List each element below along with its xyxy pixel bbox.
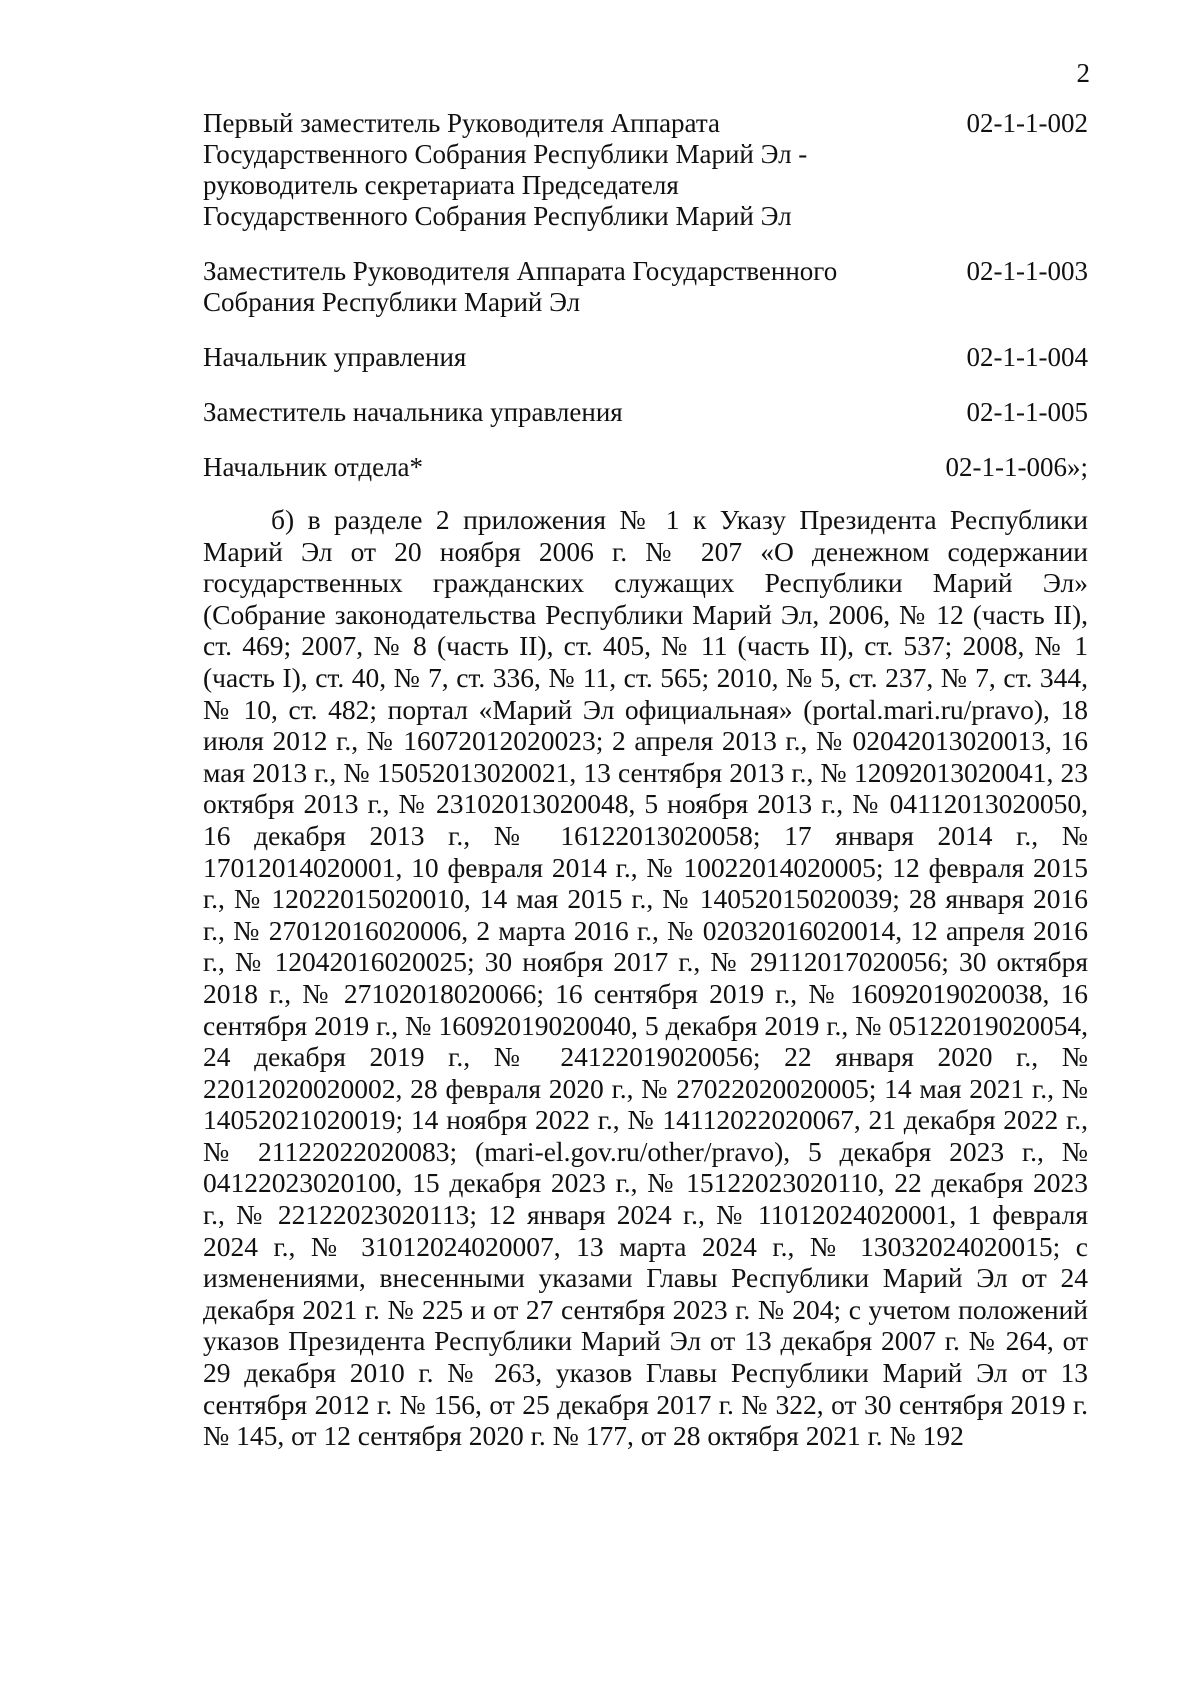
position-code: 02-1-1-003 xyxy=(966,256,1088,286)
position-title: Заместитель начальника управления xyxy=(203,397,623,427)
position-code: 02-1-1-006»; xyxy=(945,452,1088,482)
position-code: 02-1-1-004 xyxy=(966,342,1088,372)
position-title: Первый заместитель Руководителя Аппарата Государственного Собрания Республики Марий Эл - руководитель секретариата Председателя Государственного Собрания Республики Марий Эл xyxy=(203,108,808,231)
position-row xyxy=(203,397,1088,428)
position-code: 02-1-1-002 xyxy=(966,108,1088,138)
page-number: 2 xyxy=(1076,58,1090,88)
position-row xyxy=(203,452,1088,483)
position-title: Начальник отдела* xyxy=(203,452,424,482)
position-title: Начальник управления xyxy=(203,342,467,372)
position-row xyxy=(203,342,1088,373)
position-code: 02-1-1-005 xyxy=(966,397,1088,427)
position-row xyxy=(203,256,1088,318)
body-paragraph: б) в разделе 2 приложения № 1 к Указу Президента Республики Марий Эл от 20 ноября 2006 г. № 207 «О денежном содержании государственных гражданских служащих Республики Марий Эл» (Собрание законодательства Республики Марий Эл, 2006, № 12 (часть II), ст. 469; 2007, № 8 (часть II), ст. 405, № 11 (часть II), ст. 537; 2008, № 1 (часть I), ст. 40, № 7, ст. 336, № 11, ст. 565; 2010, № 5, ст. 237, № 7, ст. 344, № 10, ст. 482; портал «Марий Эл официальная» (portal.mari.ru/pravo), 18 июля 2012 г., № 16072012020023; 2 апреля 2013 г., № 02042013020013, 16 мая 2013 г., № 15052013020021, 13 сентября 2013 г., № 12092013020041, 23 октября 2013 г., № 23102013020048, 5 ноября 2013 г., № 04112013020050, 16 декабря 2013 г., № 16122013020058; 17 января 2014 г., № 17012014020001, 10 февраля 2014 г., № 10022014020005; 12 февраля 2015 г., № 12022015020010, 14 мая 2015 г., № 14052015020039; 28 января 2016 г., № 27012016020006, 2 марта 2016 г., № 02032016020014, 12 апреля 2016 г., № 12042016020025; 30 ноября 2017 г., № 29112017020056; 30 октября 2018 г., № 27102018020066; 16 сентября 2019 г., № 16092019020038, 16 сентября 2019 г., № 16092019020040, 5 декабря 2019 г., № 05122019020054, 24 декабря 2019 г., № 24122019020056; 22 января 2020 г., № 22012020020002, 28 февраля 2020 г., № 27022020020005; 14 мая 2021 г., № 14052021020019; 14 ноября 2022 г., № 14112022020067, 21 декабря 2022 г., № 21122022020083; (mari-el.gov.ru/other/pravo), 5 декабря 2023 г., № 04122023020100, 15 декабря 2023 г., № 15122023020110, 22 декабря 2023 г., № 22122023020113; 12 января 2024 г., № 11012024020001, 1 февраля 2024 г., № 31012024020007, 13 марта 2024 г., № 13032024020015; с изменениями, внесенными указами Главы Республики Марий Эл от 24 декабря 2021 г. № 225 и от 27 сентября 2023 г. № 204; с учетом положений указов Президента Республики Марий Эл от 13 декабря 2007 г. № 264, от 29 декабря 2010 г. № 263, указов Главы Республики Марий Эл от 13 сентября 2012 г. № 156, от 25 декабря 2017 г. № 322, от 30 сентября 2019 г. № 145, от 12 сентября 2020 г. № 177, от 28 октября 2021 г. № 192 xyxy=(203,504,1088,1452)
positions-list xyxy=(203,108,1088,507)
position-title: Заместитель Руководителя Аппарата Государственного Собрания Республики Марий Эл xyxy=(203,256,838,317)
position-row xyxy=(203,108,1088,232)
